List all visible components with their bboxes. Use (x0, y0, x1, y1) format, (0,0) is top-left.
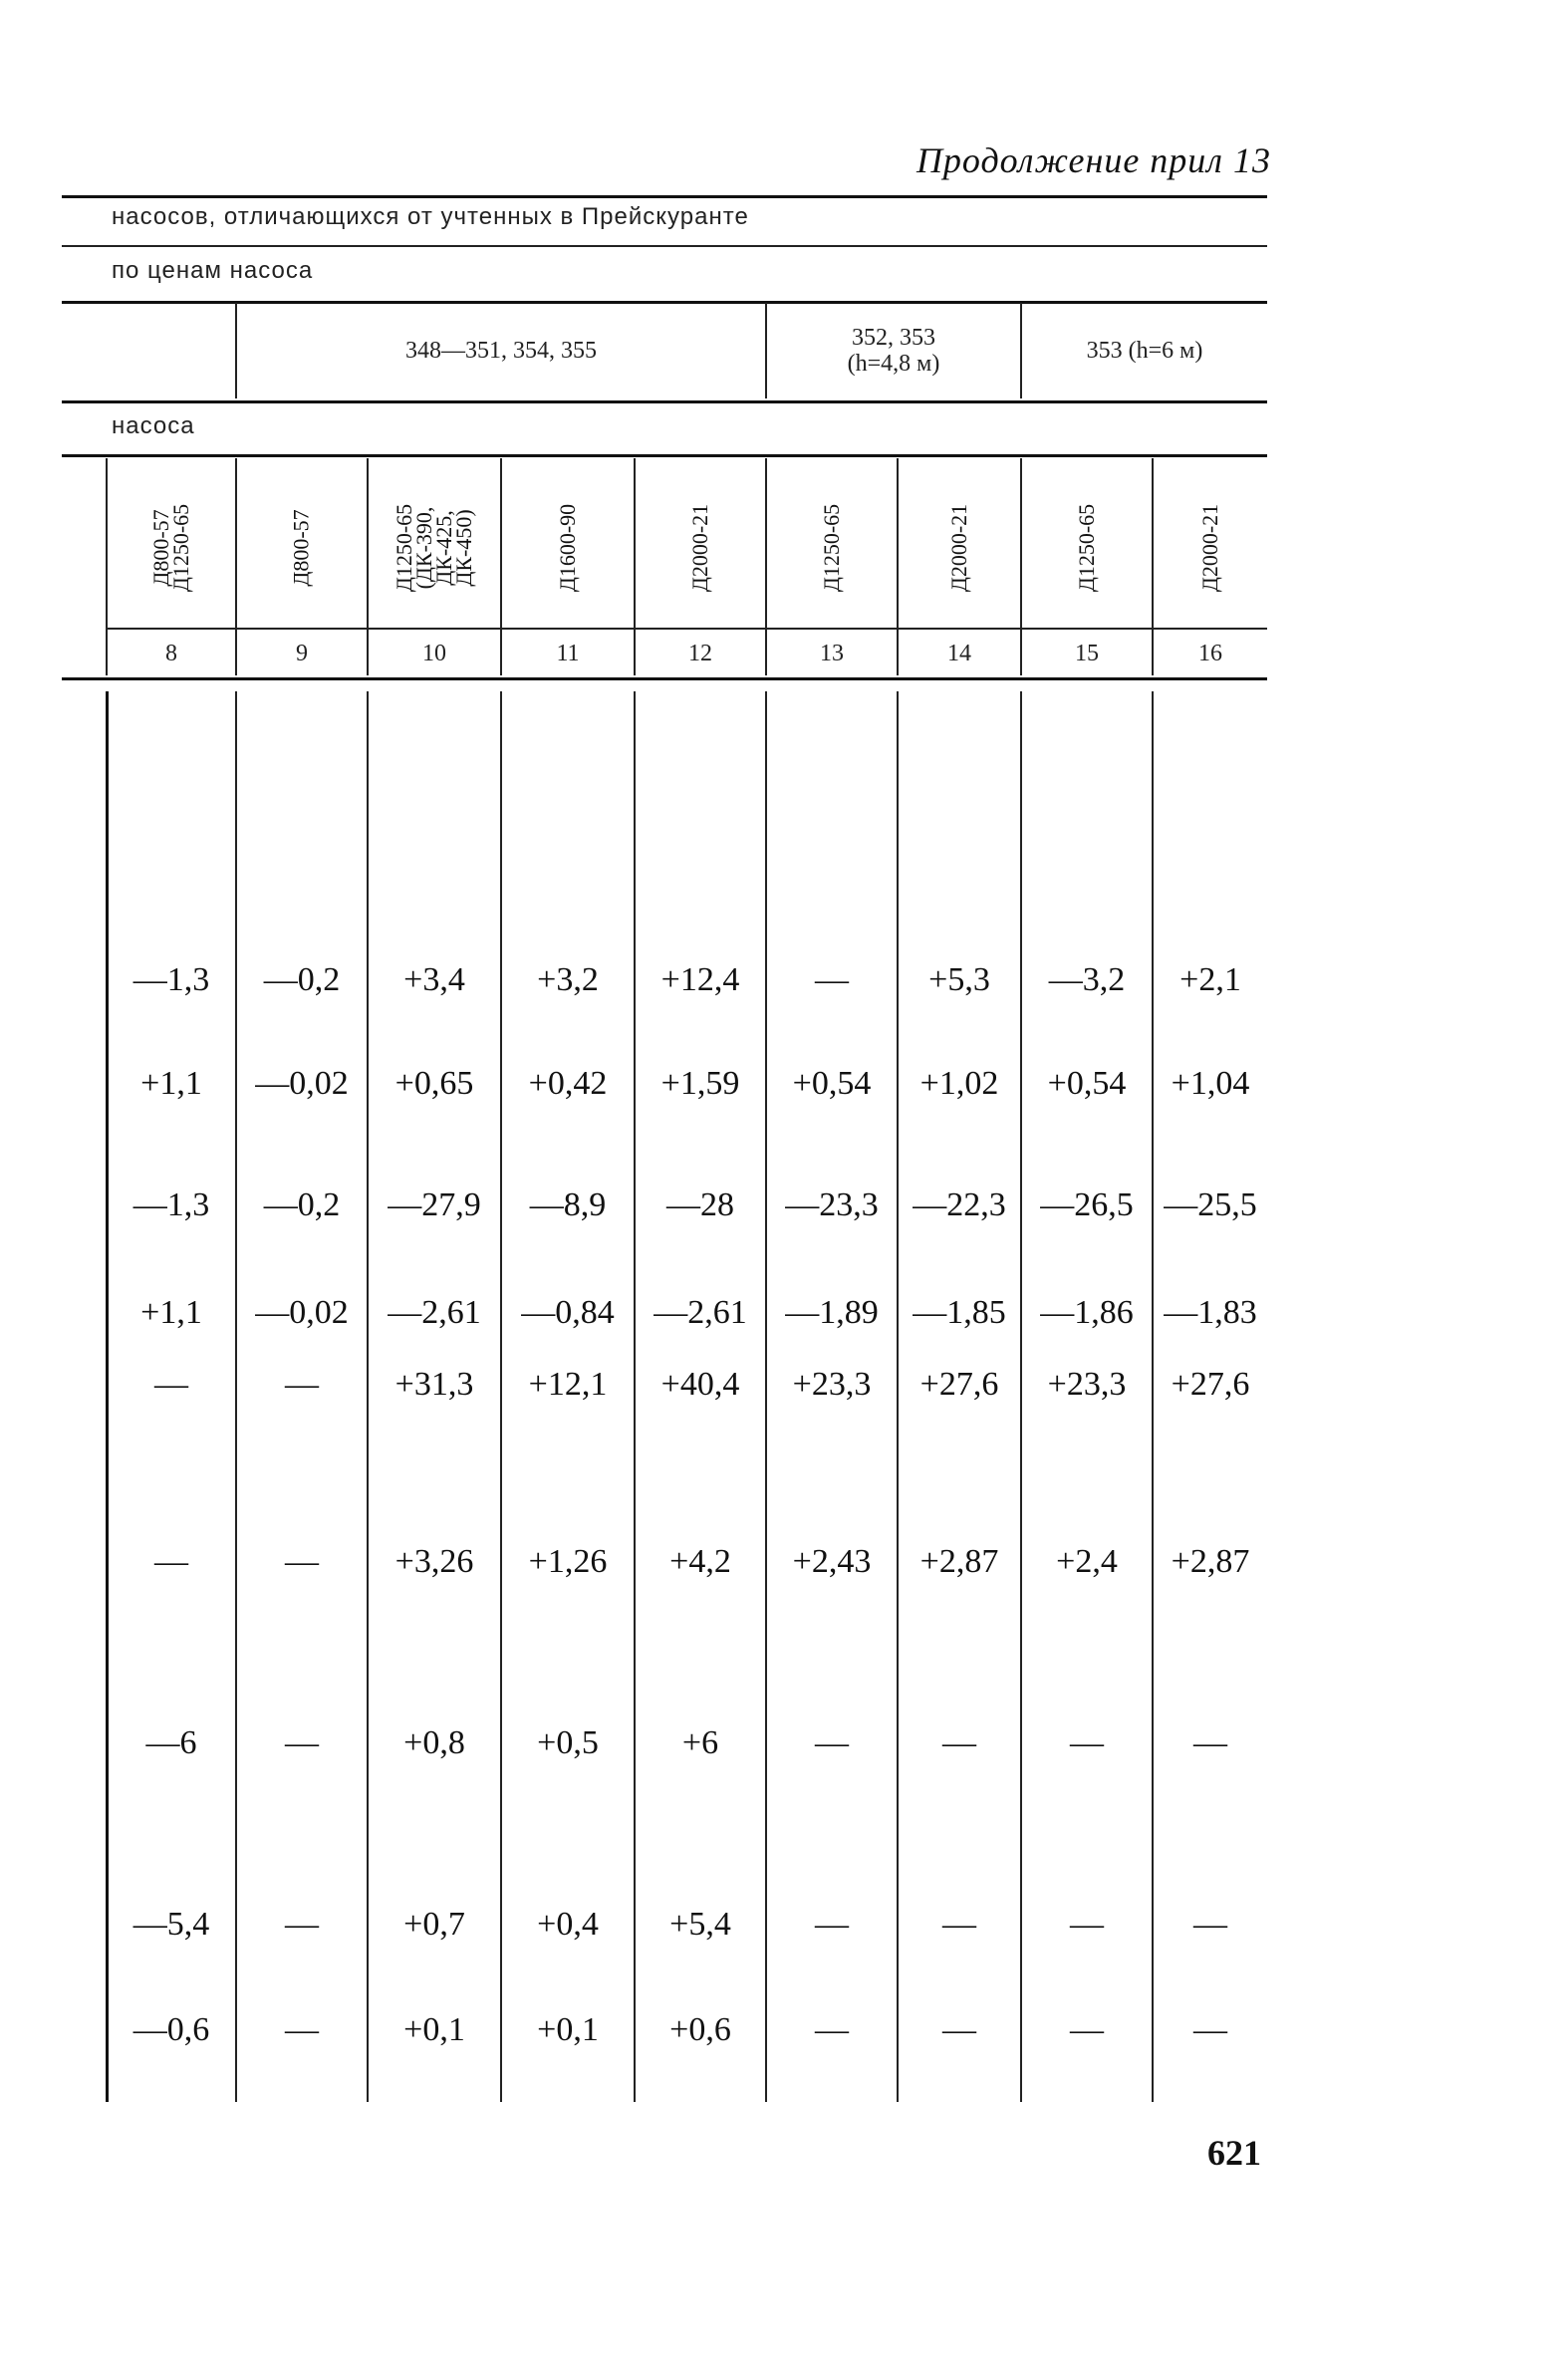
pump-label: Д800-57 (289, 509, 314, 587)
data-cell: —1,83 (1164, 1294, 1257, 1331)
data-cell: —0,84 (521, 1294, 615, 1331)
data-cell: +12,1 (528, 1366, 608, 1403)
data-cell: +2,1 (1179, 961, 1241, 998)
data-cell: — (285, 2011, 319, 2048)
data-cell: +0,6 (669, 2011, 731, 2048)
data-cell: +1,04 (1171, 1065, 1250, 1102)
data-cell: +3,2 (537, 961, 599, 998)
data-cell: +0,1 (403, 2011, 465, 2048)
pump-name-col13 (767, 468, 897, 628)
data-cell: +1,26 (528, 1543, 608, 1580)
rule-groups (62, 400, 1267, 403)
data-cell: —2,61 (388, 1294, 481, 1331)
data-cell: —8,9 (529, 1186, 607, 1223)
data-cell: —25,5 (1164, 1186, 1257, 1223)
data-cell: +2,4 (1056, 1543, 1118, 1580)
pump-label: Д2000-21 (946, 503, 971, 593)
data-cell: — (154, 1543, 188, 1580)
caption-line-3: насоса (112, 412, 195, 439)
data-cell: +12,4 (660, 961, 740, 998)
column-number-8: 8 (165, 640, 177, 666)
data-cell: +27,6 (919, 1366, 999, 1403)
data-cell: +1,1 (140, 1294, 202, 1331)
data-cell: +0,7 (403, 1906, 465, 1943)
data-cell: — (154, 1366, 188, 1403)
rule-pump-top (62, 454, 1267, 457)
data-cell: —0,2 (263, 1186, 341, 1223)
data-cell: —3,2 (1048, 961, 1126, 998)
pump-name-col9 (237, 468, 367, 628)
data-cell: — (285, 1543, 319, 1580)
data-cell: —2,61 (653, 1294, 747, 1331)
data-cell: —1,3 (132, 961, 210, 998)
rule-pump-bottom (106, 628, 1267, 630)
data-cell: —23,3 (785, 1186, 879, 1223)
data-cell: —1,3 (132, 1186, 210, 1223)
group-353-h6: 353 (h=6 м) (1086, 338, 1203, 364)
data-cell: +0,5 (537, 1724, 599, 1761)
data-cell: —27,9 (388, 1186, 481, 1223)
data-cell: — (815, 961, 849, 998)
pump-label: Д800-57 Д1250-65 (148, 503, 193, 593)
data-cell: +27,6 (1171, 1366, 1250, 1403)
data-cell: —0,2 (263, 961, 341, 998)
column-number-13: 13 (820, 640, 844, 666)
data-cell: —28 (666, 1186, 734, 1223)
data-cell: +0,42 (528, 1065, 608, 1102)
data-cell: — (815, 2011, 849, 2048)
data-cell: — (285, 1366, 319, 1403)
data-cell: +0,8 (403, 1724, 465, 1761)
data-cell: +2,87 (1171, 1543, 1250, 1580)
data-cell: +6 (681, 1724, 719, 1761)
pump-name-col8 (108, 468, 235, 628)
pump-label: Д1600-90 (555, 503, 580, 593)
column-number-9: 9 (296, 640, 308, 666)
data-cell: —5,4 (132, 1906, 210, 1943)
pump-name-col16 (1154, 468, 1267, 628)
data-cell: +23,3 (792, 1366, 872, 1403)
pump-name-col11 (502, 468, 634, 628)
data-cell: +2,87 (919, 1543, 999, 1580)
pump-label: Д1250-65 (819, 503, 844, 593)
pump-name-col14 (899, 468, 1020, 628)
data-cell: +3,26 (394, 1543, 474, 1580)
data-cell: — (1070, 1906, 1104, 1943)
data-cell: — (1193, 1724, 1227, 1761)
rule-top (62, 195, 1267, 198)
pump-label: Д1250-65 (ДК-390, ДК-425, ДК-450) (392, 503, 476, 593)
column-number-11: 11 (556, 640, 580, 666)
pump-label: Д1250-65 (1074, 503, 1099, 593)
data-cell: +23,3 (1047, 1366, 1127, 1403)
data-cell: +31,3 (394, 1366, 474, 1403)
page-number: 621 (1207, 2133, 1261, 2173)
data-cell: +3,4 (403, 961, 465, 998)
data-cell: — (1193, 2011, 1227, 2048)
pump-name-col15 (1022, 468, 1152, 628)
data-cell: —0,6 (132, 2011, 210, 2048)
data-cell: — (815, 1724, 849, 1761)
data-cell: +0,54 (1047, 1065, 1127, 1102)
caption-line-2: по ценам насоса (112, 257, 314, 284)
data-cell: — (1193, 1906, 1227, 1943)
data-cell: — (942, 2011, 976, 2048)
data-cell: —6 (145, 1724, 197, 1761)
pump-label: Д2000-21 (687, 503, 712, 593)
caption-line-1: насосов, отличающихся от учтенных в Прейскуранте (112, 203, 749, 230)
data-cell: — (1070, 1724, 1104, 1761)
rule-caption-1 (62, 245, 1267, 247)
data-cell: +1,59 (660, 1065, 740, 1102)
data-cell: —1,86 (1040, 1294, 1134, 1331)
data-cell: — (815, 1906, 849, 1943)
pump-label: Д2000-21 (1197, 503, 1222, 593)
rule-body-top (62, 677, 1267, 680)
data-cell: — (942, 1724, 976, 1761)
pump-name-col12 (636, 468, 765, 628)
column-number-16: 16 (1198, 640, 1222, 666)
data-cell: +1,1 (140, 1065, 202, 1102)
data-cell: —22,3 (913, 1186, 1006, 1223)
group-352-353-h48: 352, 353 (h=4,8 м) (847, 325, 940, 377)
data-cell: — (1070, 2011, 1104, 2048)
column-number-14: 14 (947, 640, 971, 666)
data-cell: +4,2 (669, 1543, 731, 1580)
data-cell: — (285, 1724, 319, 1761)
data-cell: +5,3 (928, 961, 990, 998)
data-cell: —1,89 (785, 1294, 879, 1331)
data-cell: +0,54 (792, 1065, 872, 1102)
data-cell: — (942, 1906, 976, 1943)
data-cell: —0,02 (255, 1294, 349, 1331)
column-number-15: 15 (1075, 640, 1099, 666)
data-cell: +2,43 (792, 1543, 872, 1580)
data-cell: +1,02 (919, 1065, 999, 1102)
data-cell: +0,1 (537, 2011, 599, 2048)
continuation-title: Продолжение прил 13 (915, 140, 1271, 180)
column-number-10: 10 (422, 640, 446, 666)
data-cell: +40,4 (660, 1366, 740, 1403)
data-cell: — (285, 1906, 319, 1943)
data-cell: —0,02 (255, 1065, 349, 1102)
data-cell: —26,5 (1040, 1186, 1134, 1223)
group-348-355: 348—351, 354, 355 (405, 338, 597, 364)
data-cell: +0,4 (537, 1906, 599, 1943)
data-cell: +0,65 (394, 1065, 474, 1102)
pump-name-col10 (369, 468, 500, 628)
column-number-12: 12 (688, 640, 712, 666)
data-cell: —1,85 (913, 1294, 1006, 1331)
data-cell: +5,4 (669, 1906, 731, 1943)
